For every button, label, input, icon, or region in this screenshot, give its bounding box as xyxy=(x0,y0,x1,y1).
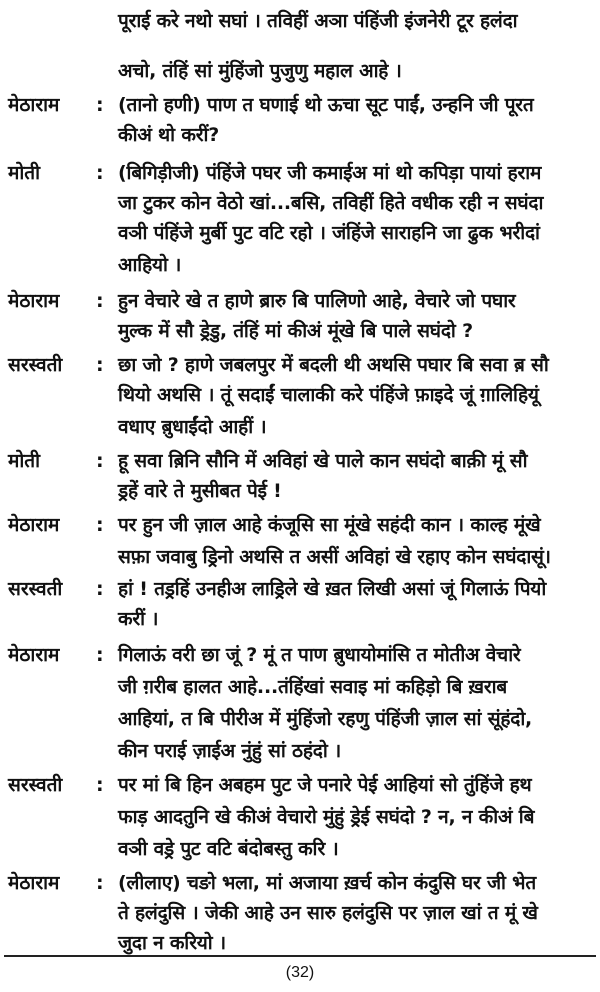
speaker-colon: : xyxy=(96,290,104,312)
speaker-colon: : xyxy=(96,644,104,666)
dialogue-line: आहियो । xyxy=(118,254,182,276)
dialogue-line: पर हुन जी ज़ाल आहे कंजूसि सा मूंखे सहंदी कान । काल्ह मूंखे xyxy=(118,514,541,536)
speaker-colon: : xyxy=(96,872,104,894)
speaker-name: मेठाराम xyxy=(8,644,60,666)
footer-rule xyxy=(4,955,596,957)
speaker-colon: : xyxy=(96,94,104,116)
speaker-name: मोती xyxy=(8,162,41,184)
speaker-name: मेठाराम xyxy=(8,514,60,536)
speaker-name: मेठाराम xyxy=(8,872,60,894)
dialogue-line: ते हलंदुसि । जेकी आहे उन सारु हलंदुसि पर ज़ाल खां त मूं खे xyxy=(118,902,538,924)
page-number: (32) xyxy=(285,964,315,981)
speaker-colon: : xyxy=(96,578,104,600)
dialogue-line: थियो अथसि । तूं सदाईं चालाकी करे पंहिंजे फ़ाइदे जूं ग़ालिहियूं xyxy=(118,384,539,406)
speaker-colon: : xyxy=(96,514,104,536)
dialogue-line: जुदा न करियो । xyxy=(118,932,226,954)
dialogue-line: पर मां बि हिन अबहम पुट जे पनारे पेई आहियां सो तुंहिंजे हथ xyxy=(118,774,532,796)
dialogue-line: छा जो ? हाणे जबलपुर में बदली थी अथसि पघार बि सवा ब़ सौ xyxy=(118,354,549,376)
dialogue-line: आहियां, त बि पीरीअ में मुंहिंजो रहणु पंहिंजी ज़ाल सां सूंहंदो, xyxy=(118,708,533,730)
dialogue-line: मुल्क में सौ ड्रेडु, तंहिं मां कीअं मूंखे बि पाले सघंदो ? xyxy=(118,320,473,342)
dialogue-line: फाड़ आदतुनि खे कीअं वेचारो मुंहुं ड्रेई सघंदो ? न, न कीअं बि xyxy=(118,806,535,828)
dialogue-line: गिलाऊं वरी छा जूं ? मूं त पाण ब़ुधायोमांसि त मोतीअ वेचारे xyxy=(118,644,521,666)
dialogue-line: जा टुकर कोन वेठो खां...बसि, तविहीं हिते वधीक रही न सघंदा xyxy=(118,192,544,214)
dialogue-line: जी ग़रीब हालत आहे...तंहिंखां सवाइ मां कहिड़ो बि ख़राब xyxy=(118,676,508,698)
dialogue-line: कीन पराई ज़ाईअ नुंहुं सां ठहंदो । xyxy=(118,740,341,762)
speaker-name: मेठाराम xyxy=(8,290,60,312)
speaker-colon: : xyxy=(96,450,104,472)
dialogue-line: हुन वेचारे खे त हाणे ब्रारु बि पालिणो आहे, वेचारे जो पघार xyxy=(118,290,516,312)
dialogue-line: कीअं थो करीं? xyxy=(118,124,220,146)
dialogue-line: वञी वड्रे पुट वटि बंदोबस्तु करि । xyxy=(118,838,339,860)
dialogue-line: अचो, तंहिं सां मुंहिंजो पुजुणु महाल आहे । xyxy=(118,60,402,82)
dialogue-line: (लीलाए) चङो भला, मां अजाया ख़र्च कोन कंदुसि घर जी भेत xyxy=(118,872,536,894)
speaker-name: सरस्वती xyxy=(8,774,63,796)
dialogue-line: (बिगिड़ीजी) पंहिंजे पघर जी कमाईअ मां थो कपिड़ा पायां हराम xyxy=(118,162,542,184)
dialogue-line: ड्रहें वारे ते मुसीबत पेई ! xyxy=(118,480,282,502)
dialogue-line: हां ! तड्रहिं उनहीअ लाड्रिले खे ख़त लिखी असां जूं गिलाऊं पियो xyxy=(118,578,547,600)
speaker-name: मोती xyxy=(8,450,41,472)
speaker-name: सरस्वती xyxy=(8,354,63,376)
speaker-name: सरस्वती xyxy=(8,578,63,600)
dialogue-line: पूराई करे नथो सघां । तविहीं अञा पंहिंजी इंजनेरी टूर हलंदा xyxy=(118,10,518,32)
dialogue-line: (तानो हणी) पाण त घणाई थो ऊचा सूट पाईं, उन्हनि जी पूरत xyxy=(118,94,534,116)
dialogue-line: करीं । xyxy=(118,608,159,630)
dialogue-line: सफ़ा जवाबु ड्रिनो अथसि त असीं अविहां खे रहाए कोन सघंदासूं। xyxy=(118,546,551,568)
speaker-colon: : xyxy=(96,774,104,796)
speaker-colon: : xyxy=(96,354,104,376)
dialogue-line: वञी पंहिंजे मुर्बी पुट वटि रहो । जंहिंजे साराहनि जा ढुक भरीदां xyxy=(118,222,540,244)
dialogue-line: हू सवा ब़िनि सौनि में अविहां खे पाले कान सघंदो बाक़ी मूं सौ xyxy=(118,450,528,472)
speaker-name: मेठाराम xyxy=(8,94,60,116)
speaker-colon: : xyxy=(96,162,104,184)
dialogue-line: वधाए ब़ुधाईंदो आहीं । xyxy=(118,416,267,438)
